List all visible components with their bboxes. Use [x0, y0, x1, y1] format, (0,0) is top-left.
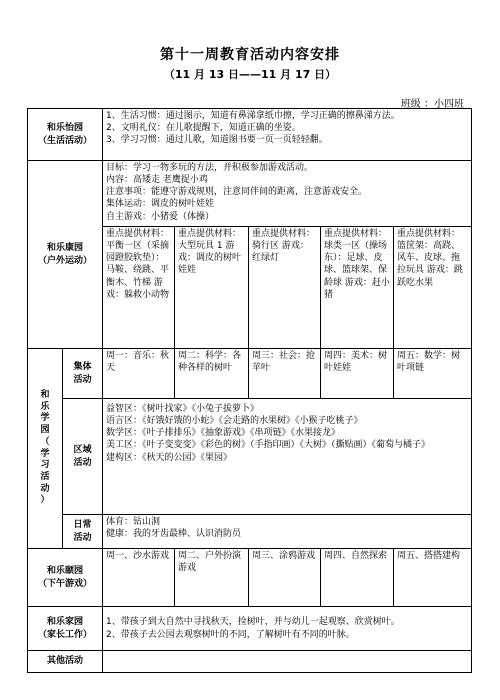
sub-label-group: 集体 活动: [63, 349, 103, 399]
row-life-activities: [28, 109, 472, 161]
section-label-learning: 和 乐 学 园 （ 学 习 活 动 ）: [28, 349, 63, 549]
group-day-1: 周一：音乐：秋天: [103, 349, 175, 399]
outdoor-line: 内容：高矮走 老鹰捉小鸡: [106, 175, 208, 186]
daily-content: [103, 515, 472, 549]
afternoon-day-4: 周四、自然探索: [321, 549, 394, 607]
outdoor-content: [103, 161, 472, 227]
daily-line: 健康：我的牙齿最棒、认识消防员: [106, 529, 242, 540]
row-daily-activities: [28, 515, 472, 549]
life-content: [103, 109, 472, 161]
sub-label-daily: 日常 活动: [63, 515, 103, 549]
area-line: 语言区：《好饿好饿的小蛇》《会走路的水果树》《小猴子吃桃子》: [106, 416, 363, 427]
row-outdoor-general: [28, 161, 472, 227]
outdoor-area-2: 重点提供材料：大型玩具 1 游戏：调皮的树叶娃娃: [175, 227, 249, 349]
other-content: [103, 651, 472, 673]
outdoor-area-5: 重点提供材料：篮筐架：高跷、风车、皮球、拖拉玩具 游戏：跳跃吃水果: [394, 227, 472, 349]
afternoon-day-2: 周二、户外扮演游戏: [175, 549, 249, 607]
afternoon-day-3: 周三、涂鸦游戏: [249, 549, 321, 607]
section-label-afternoon: 和乐颐园 （下午游戏）: [28, 549, 103, 607]
section-label-other: 其他活动: [28, 651, 103, 673]
outdoor-area-4: 重点提供材料：球类一区（操场东）：足球、皮球、篮球架、保龄球 游戏：赶小猪: [321, 227, 394, 349]
area-line: 数学区：《叶子排排乐》《抽象游戏》《串项链》《水果接龙》: [106, 428, 341, 439]
afternoon-day-1: 周一、沙水游戏: [103, 549, 175, 607]
group-day-4: 周四：美术：树叶娃娃: [321, 349, 394, 399]
area-line: 益智区：《树叶找家》《小兔子拔萝卜》: [106, 404, 260, 414]
page-title: 第十一周教育活动内容安排: [160, 47, 340, 63]
class-label: 班级 ：小四班: [400, 99, 464, 110]
outdoor-line: 自主游戏：小猪爱（体操）: [106, 211, 215, 222]
outdoor-line: 注意事项：能遵守游戏规则，注意同伴间的距离，注意游戏安全。: [106, 187, 368, 198]
group-day-3: 周三：社会：抢苹叶: [249, 349, 321, 399]
sub-label-area: 区域 活动: [63, 399, 103, 515]
row-afternoon-games: [28, 549, 472, 607]
parent-content: [103, 607, 472, 651]
section-label-life: 和乐怡园 （生活活动）: [28, 109, 103, 161]
outdoor-line: 集体运动：调皮的树叶娃娃: [106, 199, 215, 210]
group-day-5: 周五：数学：树叶项链: [394, 349, 472, 399]
area-line: 建构区：《秋天的公园》《果园》: [106, 452, 233, 463]
life-line: 2、文明礼仪：在儿歌提醒下，知道正确的坐姿。: [106, 123, 301, 134]
life-line: 3、学习习惯：通过儿歌，知道图书要一页一页轻轻翻。: [106, 135, 328, 146]
area-line: 美工区：《叶子变变变》《彩色的树》（手指印画）《大树》（撕贴画）《葡萄与橘子》: [106, 440, 431, 451]
schedule-table: [27, 108, 472, 673]
section-label-parent: 和乐家园 （家长工作）: [28, 607, 103, 651]
parent-line: 1、带孩子到大自然中寻找秋天，捡树叶，并与幼儿一起观察、欣赏树叶。: [106, 617, 400, 628]
row-group-activities: [28, 349, 472, 399]
section-label-outdoor: 和乐康园 （户外运动）: [28, 161, 103, 349]
row-other: [28, 651, 472, 673]
row-area-activities: [28, 399, 472, 515]
parent-line: 2、带孩子去公园去观察树叶的不同，了解树叶有不同的叶脉。: [106, 629, 355, 640]
date-range: （11 月 13 日——11 月 17 日）: [163, 68, 337, 81]
outdoor-line: 目标：学习一物多玩的方法，并积极参加游戏活动。: [106, 163, 314, 173]
group-day-2: 周二：科学：各种各样的树叶: [175, 349, 249, 399]
area-activities-content: [103, 399, 472, 515]
outdoor-area-3: 重点提供材料：骑行区 游戏：红绿灯: [249, 227, 321, 349]
afternoon-day-5: 周五、搭搭建构: [394, 549, 472, 607]
row-parent-work: [28, 607, 472, 651]
life-line: 1、生活习惯：通过图示，知道有鼻涕拿纸巾擦，学习正确的擦鼻涕方法。: [106, 111, 400, 121]
daily-line: 体育：钻山洞: [106, 517, 161, 527]
outdoor-area-1: 重点提供材料：平衡一区（采摘园蹬胶软垫）：马鞍、绕跳、平衡木、竹梯 游戏：躲救小动物: [103, 227, 175, 349]
